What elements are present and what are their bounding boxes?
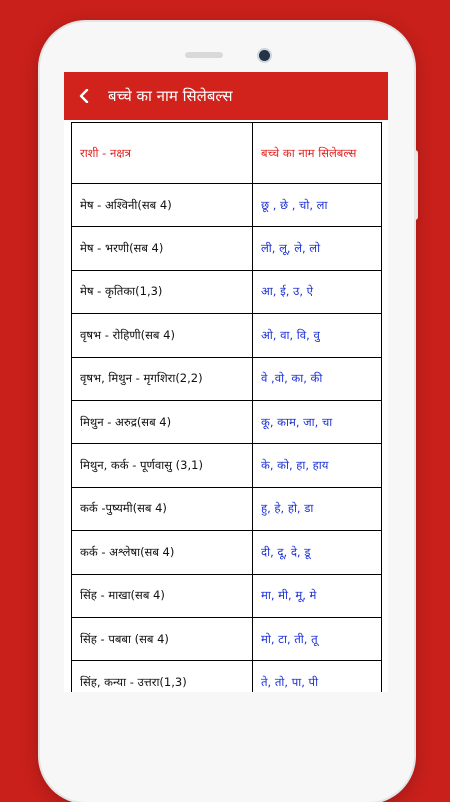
rashi-nakshatra-cell: मेष - कृतिका(1,3) [72,270,253,313]
app-screen [64,72,388,692]
rashi-nakshatra-cell: मिथुन, कर्क - पूर्णवासु (3,1) [72,444,253,487]
table-header-row [72,123,381,184]
table-row [72,357,381,400]
table-row [72,270,381,313]
table-row [72,444,381,487]
syllables-cell: हु, हे, हो, डा [253,487,382,530]
phone-earpiece [185,52,223,58]
app-bar [64,72,388,120]
syllables-cell: कू, काम, जा, चा [253,400,382,443]
syllables-cell: दी, दू, दे, डू [253,531,382,574]
syllables-cell: के, को, हा, हाय [253,444,382,487]
syllables-cell: मो, टा, ती, तू [253,617,382,660]
rashi-nakshatra-cell: सिंह - माखा(सब 4) [72,574,253,617]
syllables-cell: ते, तो, पा, पी [253,661,382,692]
syllables-table[interactable] [71,122,382,692]
page-title: बच्चे का नाम सिलेबल्स [108,87,233,105]
rashi-nakshatra-cell: मेष - अश्विनी(सब 4) [72,184,253,227]
header-rashi-nakshatra: राशी - नक्षत्र [72,123,253,184]
rashi-nakshatra-cell: कर्क - अश्लेषा(सब 4) [72,531,253,574]
rashi-nakshatra-cell: वृषभ, मिथुन - मृगशिरा(2,2) [72,357,253,400]
table-row [72,531,381,574]
table-row [72,617,381,660]
syllables-cell: आ, ई, उ, ऐ [253,270,382,313]
chevron-left-icon [78,89,90,103]
rashi-nakshatra-cell: सिंह - पबबा (सब 4) [72,617,253,660]
rashi-nakshatra-cell: मेष - भरणी(सब 4) [72,227,253,270]
table-row [72,184,381,227]
front-camera [259,50,270,61]
back-button[interactable] [64,72,104,120]
syllables-cell: मा, मी, मू, मे [253,574,382,617]
rashi-nakshatra-cell: मिथुन - अरुद्र(सब 4) [72,400,253,443]
syllables-cell: ओ, वा, वि, वु [253,314,382,357]
phone-side-button [414,150,418,220]
rashi-nakshatra-cell: कर्क -पुष्यमी(सब 4) [72,487,253,530]
table-row [72,574,381,617]
table-row [72,314,381,357]
table-row [72,400,381,443]
rashi-nakshatra-cell: सिंह, कन्या - उत्तरा(1,3) [72,661,253,692]
table-row [72,487,381,530]
syllables-cell: वे ,वो, का, की [253,357,382,400]
rashi-nakshatra-cell: वृषभ - रोहिणी(सब 4) [72,314,253,357]
syllables-cell: ली, लू, ले, लो [253,227,382,270]
table-row [72,227,381,270]
header-syllables: बच्चे का नाम सिलेबल्स [253,123,382,184]
syllables-cell: छू , छे , चो, ला [253,184,382,227]
table-row [72,661,381,692]
